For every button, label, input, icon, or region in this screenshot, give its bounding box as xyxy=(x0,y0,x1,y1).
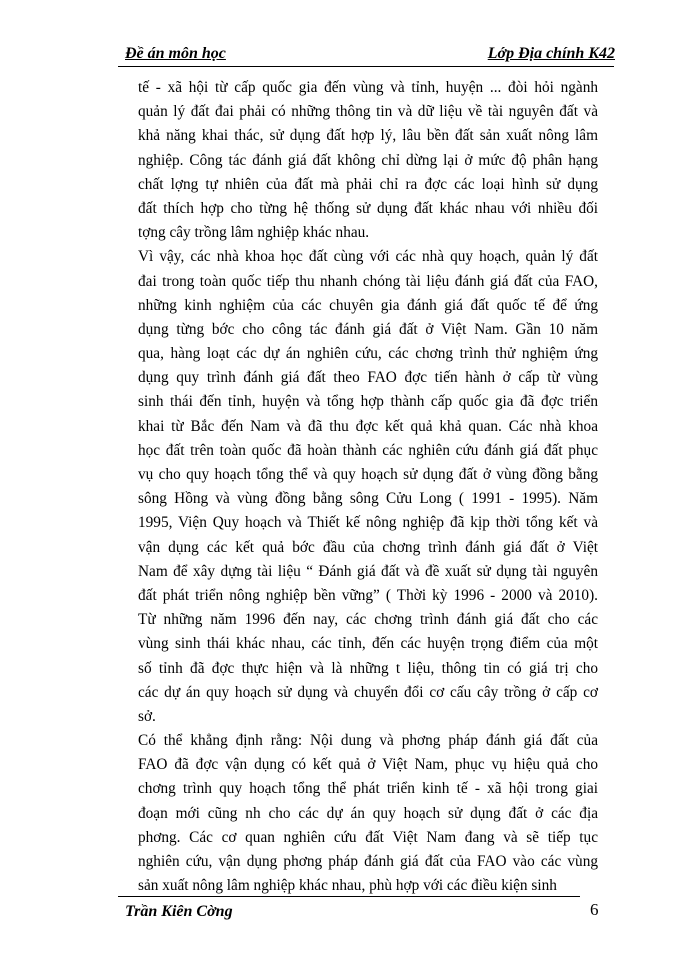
header-course-title: Đề án môn học xyxy=(125,45,226,62)
text-line: vận dụng các kết quả bớc đầu của chơng trình đánh giá đất ở Việt xyxy=(138,538,598,556)
text-line: 1995, Viện Quy hoạch và Thiết kế nông nghiệp đã kịp thời tổng kết và xyxy=(138,514,598,532)
text-line: Có thể khẳng định rằng: Nội dung và phơng pháp đánh giá đất của xyxy=(138,732,598,750)
text-line: chơng trình quy hoạch tổng thể phát triển kinh tế - xã hội trong giai xyxy=(138,780,598,798)
footer-author: Trần Kiên Cờng xyxy=(125,903,233,920)
text-line: học đất trên toàn quốc đã hoàn thành các nghiên cứu đánh giá đất phục xyxy=(138,441,598,459)
text-line: dụng từng bớc cho công tác đánh giá đất ở Việt Nam. Gần 10 năm xyxy=(138,320,598,338)
text-line: phơng. Các cơ quan nghiên cứu đất Việt Nam đang và sẽ tiếp tục xyxy=(138,828,598,846)
text-line: sở. xyxy=(138,707,156,725)
text-line: khả năng khai thác, sử dụng đất hợp lý, lâu bền đất sản xuất nông lâm xyxy=(138,127,598,145)
text-line: số tỉnh đã đợc thực hiện và là những t liệu, thông tin có giá trị cho xyxy=(138,659,598,677)
text-line: tợng cây trồng lâm nghiệp khác nhau. xyxy=(138,224,370,242)
text-line: sông Hồng và vùng đồng bằng sông Cửu Long ( 1991 - 1995). Năm xyxy=(138,490,598,508)
text-line: quản lý đất đai phải có những thông tin và dữ liệu về tài nguyên đất và xyxy=(138,103,598,121)
text-line: sản xuất nông lâm nghiệp khác nhau, phù hợp với các điều kiện sinh xyxy=(138,877,557,895)
footer-divider xyxy=(118,896,580,897)
text-line: đất phát triển nông nghiệp bền vững” ( Thời kỳ 1996 - 2000 và 2010). xyxy=(138,586,598,604)
text-line: vụ cho quy hoạch tổng thể và quy hoạch sử dụng đất ở vùng đồng bằng xyxy=(138,466,598,483)
header-divider xyxy=(118,66,614,67)
page-number: 6 xyxy=(590,900,599,919)
text-line: tế - xã hội từ cấp quốc gia đến vùng và tỉnh, huyện ... đòi hỏi ngành xyxy=(138,79,598,96)
text-line: các dự án quy hoạch sử dụng và chuyển đổi cơ cấu cây trồng ở cấp cơ xyxy=(138,683,598,701)
text-line: đai trong toàn quốc tiếp thu nhanh chóng tài liệu đánh giá đất của FAO, xyxy=(138,272,598,290)
text-line: dụng quy trình đánh giá đất theo FAO đợc tiến hành ở cấp từ vùng xyxy=(138,369,598,387)
text-line: nghiệp. Công tác đánh giá đất không chỉ dừng lại ở mức độ phân hạng xyxy=(138,151,598,169)
text-line: qua, hàng loạt các dự án nghiên cứu, các chơng trình thử nghiệm ứng xyxy=(138,345,598,363)
text-line: khai từ Bắc đến Nam và đã thu đợc kết quả khả quan. Các nhà khoa xyxy=(138,417,598,435)
header-class-name: Lớp Địa chính K42 xyxy=(487,45,615,62)
text-line: chất lợng tự nhiên của đất mà phải chỉ ra đợc các loại hình sử dụng xyxy=(138,175,598,193)
text-line: Vì vậy, các nhà khoa học đất cùng với các nhà quy hoạch, quản lý đất xyxy=(138,248,598,266)
text-line: FAO đã đợc vận dụng có kết quả ở Việt Nam, phục vụ hiệu quả cho xyxy=(138,756,598,774)
text-line: đoạn mới cũng nh cho các dự án quy hoạch sử dụng đất ở các địa xyxy=(138,804,598,822)
text-line: sinh thái đến tỉnh, huyện và tổng hợp thành cấp quốc gia đã đợc triển xyxy=(138,393,598,411)
body-text xyxy=(138,76,598,898)
text-line: vùng sinh thái khác nhau, các tỉnh, đến các huyện trọng điểm của một xyxy=(138,635,598,653)
text-line: nghiên cứu, vận dụng phơng pháp đánh giá đất của FAO vào các vùng xyxy=(138,853,598,870)
text-line: Từ những năm 1996 đến nay, các chơng trình đánh giá đất cho các xyxy=(138,611,598,629)
text-line: Nam để xây dựng tài liệu “ Đánh giá đất và đề xuất sử dụng tài nguyên xyxy=(138,562,598,580)
text-line: những kinh nghiệm của các chuyên gia đánh giá đất quốc tế để ứng xyxy=(138,296,598,314)
text-line: đất thích hợp cho từng hệ thống sử dụng đất khác nhau với nhiều đối xyxy=(138,199,598,217)
